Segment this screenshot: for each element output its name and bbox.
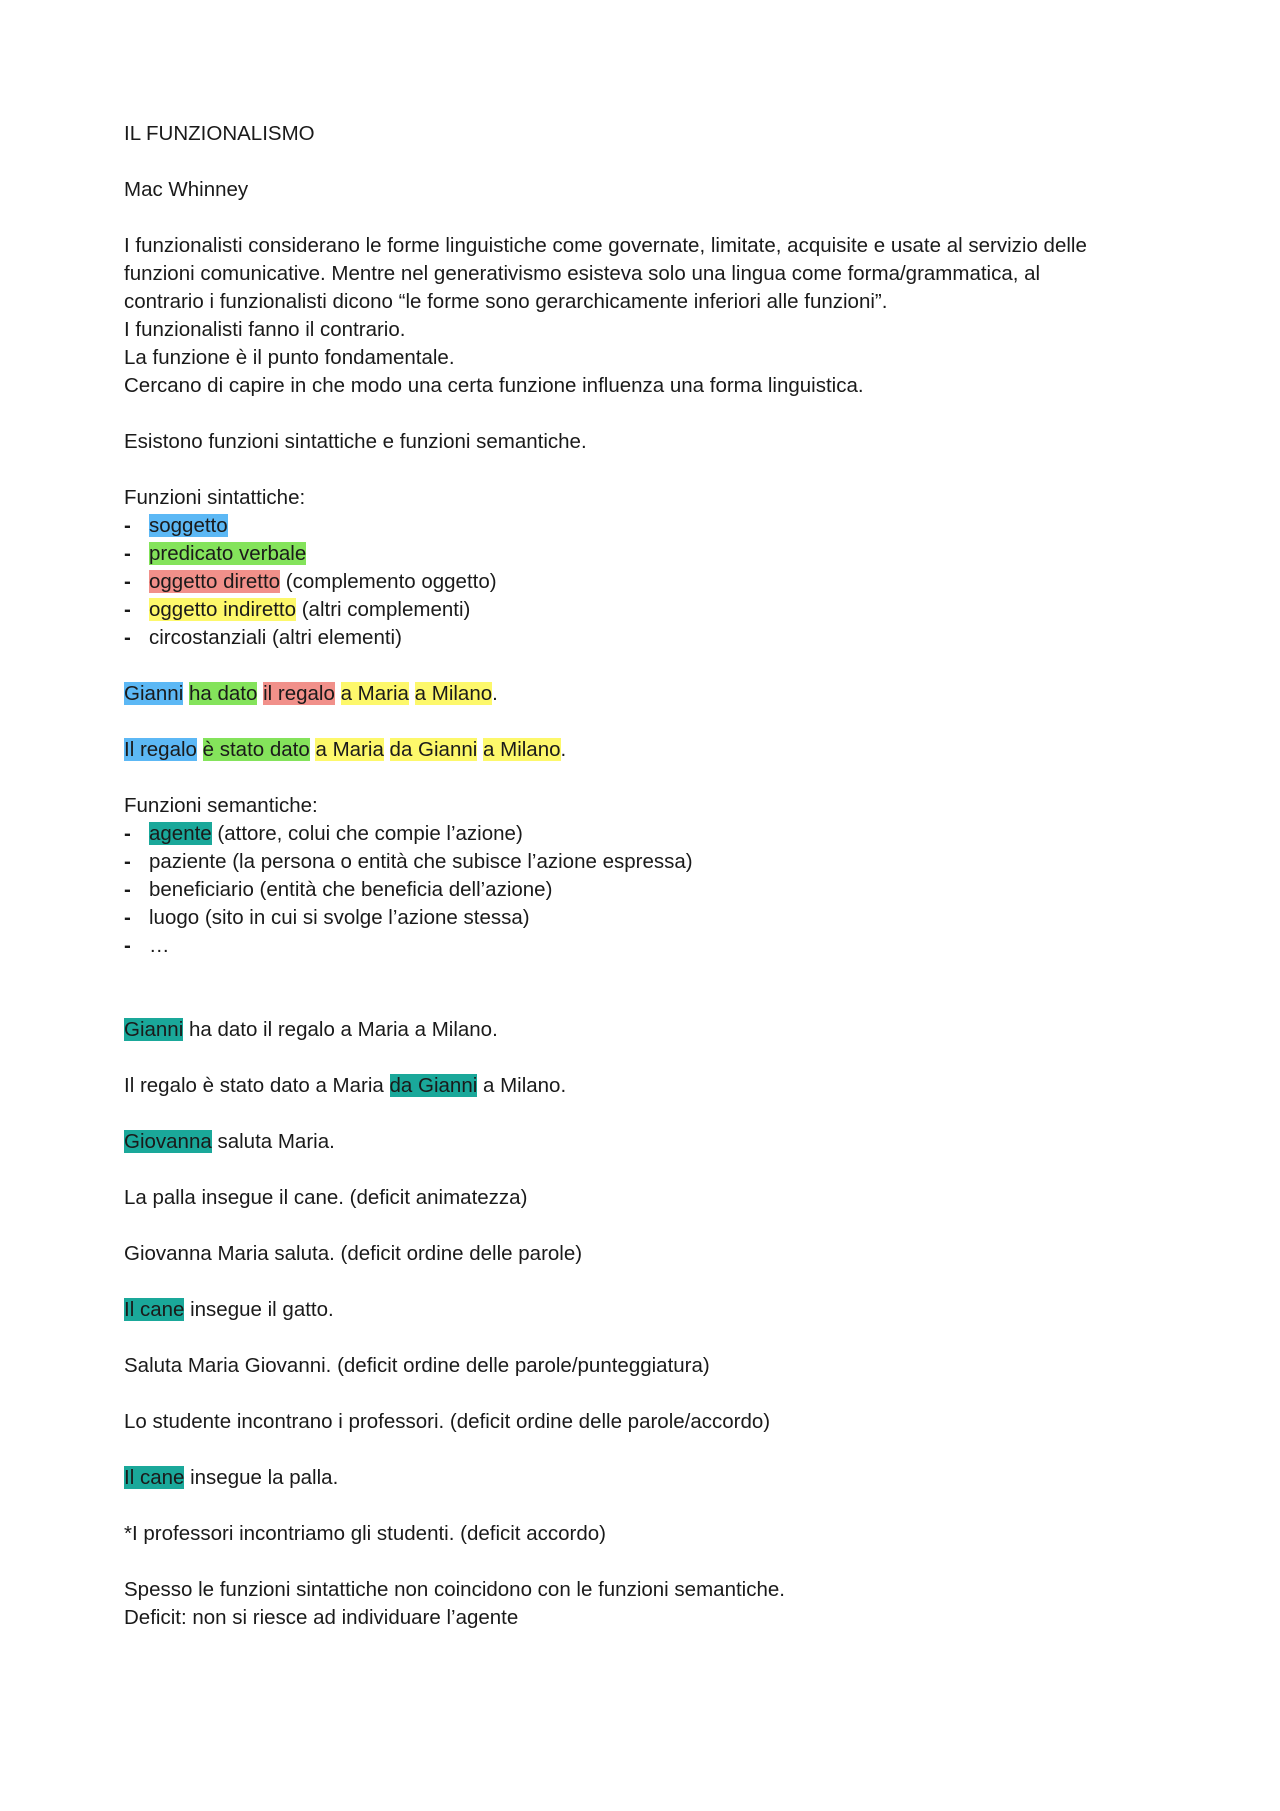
author-name: Mac Whinney	[124, 178, 249, 201]
item-term: oggetto diretto	[149, 570, 281, 593]
dash-bullet: -	[124, 878, 131, 901]
dash-bullet: -	[124, 598, 131, 621]
intro-line: I funzionalisti considerano le forme linguistiche come governate, limitate, acquisite e usate al servizio delle	[124, 234, 1087, 257]
list-item	[124, 512, 1174, 540]
item-term: agente	[149, 822, 212, 845]
syntactic-heading: Funzioni sintattiche:	[124, 486, 306, 509]
agent-highlight: Gianni	[124, 1018, 184, 1041]
semantic-example-2: Il regalo è stato dato a Maria da Gianni a Milano.	[124, 1074, 567, 1097]
agent-highlight: Giovanna	[124, 1130, 212, 1153]
item-term: luogo	[149, 906, 200, 929]
agent-highlight: Il cane	[124, 1466, 185, 1489]
dash-bullet: -	[124, 570, 131, 593]
intro-paragraph	[124, 232, 1174, 400]
list-item: - circostanziali (altri elementi)	[124, 624, 1174, 652]
semantic-example-6: Il cane insegue il gatto.	[124, 1298, 334, 1321]
dash-bullet: -	[124, 626, 131, 649]
semantic-example-9: Il cane insegue la palla.	[124, 1466, 339, 1489]
agent-highlight: Il cane	[124, 1298, 185, 1321]
document-page	[124, 120, 1174, 1632]
list-item: - beneficiario (entità che beneficia dell’azione)	[124, 876, 1174, 904]
item-term: beneficiario	[149, 878, 254, 901]
item-term: predicato verbale	[149, 542, 307, 565]
example-sentence-2: Il regalo è stato dato a Maria da Gianni a Milano.	[124, 738, 567, 761]
semantic-heading: Funzioni semantiche:	[124, 794, 318, 817]
dash-bullet: -	[124, 542, 131, 565]
dash-bullet: -	[124, 934, 131, 957]
semantic-functions-list	[124, 792, 1174, 960]
agent-highlight: da Gianni	[389, 1074, 478, 1097]
semantic-example-4: La palla insegue il cane. (deficit animatezza)	[124, 1186, 528, 1209]
list-item: - luogo (sito in cui si svolge l’azione stessa)	[124, 904, 1174, 932]
semantic-example-10: *I professori incontriamo gli studenti. (deficit accordo)	[124, 1522, 606, 1545]
intro-line: I funzionalisti fanno il contrario.	[124, 318, 406, 341]
dash-bullet: -	[124, 514, 131, 537]
item-term: soggetto	[149, 514, 228, 537]
intro-line: contrario i funzionalisti dicono “le forme sono gerarchicamente inferiori alle funzioni”.	[124, 290, 888, 313]
intro-line: funzioni comunicative. Mentre nel generativismo esisteva solo una lingua come forma/grammatica, al	[124, 262, 1041, 285]
item-term: oggetto indiretto	[149, 598, 297, 621]
dash-bullet: -	[124, 822, 131, 845]
closing-paragraph	[124, 1576, 1174, 1632]
document-title: IL FUNZIONALISMO	[124, 122, 315, 145]
intro-line: Cercano di capire in che modo una certa funzione influenza una forma linguistica.	[124, 374, 864, 397]
item-term: paziente	[149, 850, 227, 873]
dash-bullet: -	[124, 906, 131, 929]
list-item: - oggetto diretto (complemento oggetto)	[124, 568, 1174, 596]
dash-bullet: -	[124, 850, 131, 873]
item-term: circostanziali	[149, 626, 267, 649]
semantic-example-7: Saluta Maria Giovanni. (deficit ordine delle parole/punteggiatura)	[124, 1354, 710, 1377]
semantic-example-3: Giovanna saluta Maria.	[124, 1130, 335, 1153]
semantic-example-5: Giovanna Maria saluta. (deficit ordine delle parole)	[124, 1242, 583, 1265]
list-item: - agente (attore, colui che compie l’azione)	[124, 820, 1174, 848]
functions-intro: Esistono funzioni sintattiche e funzioni semantiche.	[124, 430, 587, 453]
example-sentence-1: Gianni ha dato il regalo a Maria a Milano.	[124, 682, 498, 705]
closing-line: Spesso le funzioni sintattiche non coincidono con le funzioni semantiche.	[124, 1578, 785, 1601]
syntactic-functions-list	[124, 484, 1174, 652]
list-item: - paziente (la persona o entità che subisce l’azione espressa)	[124, 848, 1174, 876]
intro-line: La funzione è il punto fondamentale.	[124, 346, 455, 369]
list-item: - oggetto indiretto (altri complementi)	[124, 596, 1174, 624]
item-term: …	[149, 934, 170, 957]
semantic-example-1: Gianni ha dato il regalo a Maria a Milano.	[124, 1018, 498, 1041]
semantic-example-8: Lo studente incontrano i professori. (deficit ordine delle parole/accordo)	[124, 1410, 771, 1433]
closing-line: Deficit: non si riesce ad individuare l’agente	[124, 1606, 519, 1629]
list-item	[124, 540, 1174, 568]
list-item	[124, 932, 1174, 960]
